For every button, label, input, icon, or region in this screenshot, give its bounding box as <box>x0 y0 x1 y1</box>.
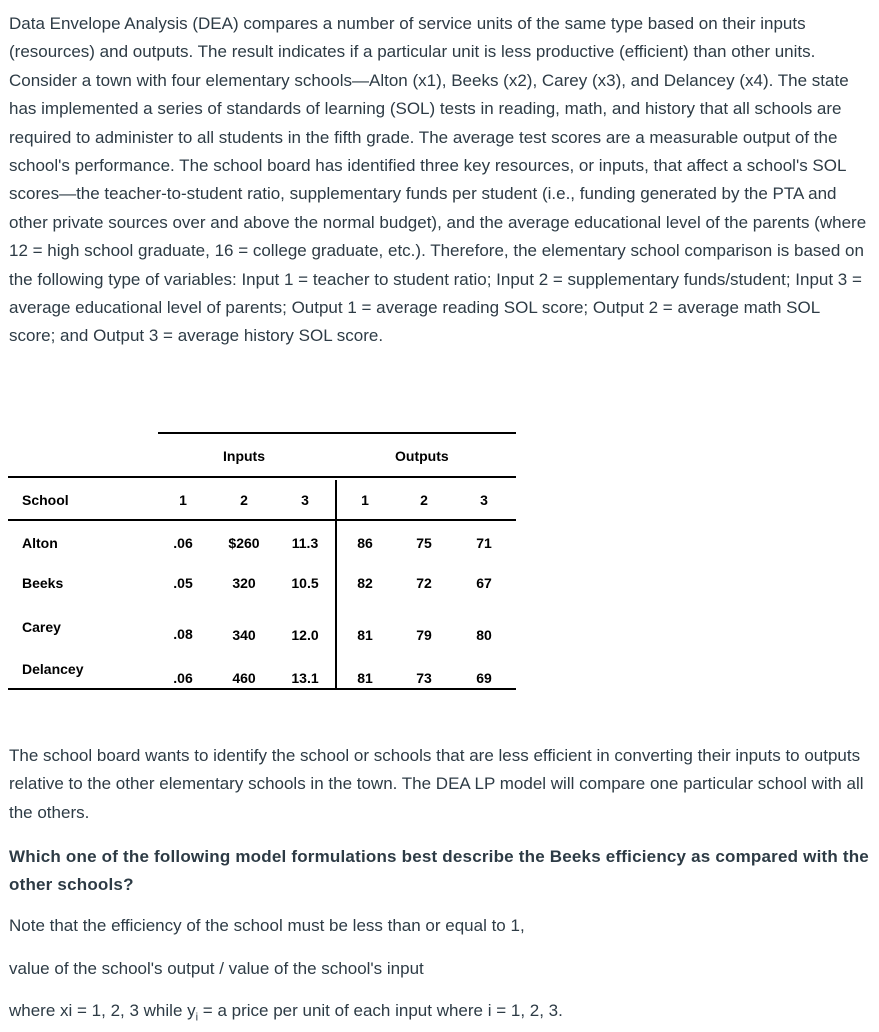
table-row-label: Carey <box>22 619 61 635</box>
where-suffix: = a price per unit of each input where i = 1, 2, 3. <box>198 1001 563 1020</box>
table-cell: .06 <box>173 535 193 551</box>
table-cell: $260 <box>228 535 260 551</box>
column-number: 1 <box>179 492 187 508</box>
table-bottom-rule <box>8 688 516 690</box>
intro-paragraph: Data Envelope Analysis (DEA) compares a number of service units of the same type based on their inputs (resources) and outputs. The result indicates if a particular unit is less productive (efficient) than other units. Consider a town with four elementary schools—Alton (x1), Beeks (x2), Carey (x3), and Delancey (x4). The state has implemented a series of standards of learning (SOL) tests in reading, math, and history that all schools are required to administer to all students in the fifth grade. The average test scores are a measurable output of the school's performance. The school board has identified three key resources, or inputs, that affect a school's SOL scores—the teacher-to-student ratio, supplementary funds per student (i.e., funding generated by the PTA and other private sources over and above the normal budget), and the average educational level of the parents (where 12 = high school graduate, 16 = college graduate, etc.). Therefore, the elementary school comparison is based on the following type of variables: Input 1 = teacher to student ratio; Input 2 = supplementary funds/student; Input 3 = average educational level of parents; Output 1 = average reading SOL score; Output 2 = average math SOL score; and Output 3 = average history SOL score. <box>9 14 867 346</box>
board-paragraph: The school board wants to identify the school or schools that are less efficient in converting their inputs to outputs relative to the other elementary schools in the town. The DEA LP model will compare one particular school with all the others. <box>9 746 864 822</box>
column-number: 3 <box>301 492 309 508</box>
table-cell: 86 <box>357 535 373 551</box>
note-text: Note that the efficiency of the school must be less than or equal to 1, <box>9 916 525 935</box>
table-cell: 460 <box>232 670 256 686</box>
table-row-label: Alton <box>22 535 58 551</box>
table-row-label: Delancey <box>22 661 84 677</box>
table-cell: 82 <box>357 575 373 591</box>
table-cell: 81 <box>357 627 373 643</box>
table-cell: 11.3 <box>291 535 319 551</box>
school-column-header: School <box>22 492 69 508</box>
outputs-group-header: Outputs <box>395 448 449 464</box>
table-row-label: Beeks <box>22 575 64 591</box>
table-cell: 80 <box>476 627 492 643</box>
column-number: 3 <box>480 492 488 508</box>
inputs-group-header: Inputs <box>223 448 265 464</box>
table-cell: 73 <box>416 670 432 686</box>
table-cell: .05 <box>173 575 193 591</box>
table-cell: 72 <box>416 575 432 591</box>
where-prefix: where xi = 1, 2, 3 while y <box>9 1001 196 1020</box>
table-cell: 13.1 <box>291 670 319 686</box>
column-number: 2 <box>240 492 248 508</box>
table-cell: 320 <box>232 575 256 591</box>
inputs-outputs-divider <box>335 480 337 690</box>
table-cell: 81 <box>357 670 373 686</box>
question-text: Which one of the following model formulations best describe the Beeks efficiency as compared with the other schools? <box>9 847 869 895</box>
table-cell: 71 <box>476 535 492 551</box>
table-cell: 75 <box>416 535 432 551</box>
table-cell: 67 <box>476 575 492 591</box>
table-cell: 10.5 <box>291 575 319 591</box>
where-subscript: i <box>195 1011 199 1024</box>
school-data-table <box>0 430 520 700</box>
table-cell: .06 <box>173 670 193 686</box>
group-header-rule <box>8 476 516 478</box>
column-number: 2 <box>420 492 428 508</box>
table-cell: 12.0 <box>291 627 319 643</box>
where-text <box>9 997 869 1032</box>
table-cell: 79 <box>416 627 432 643</box>
table-cell: 69 <box>476 670 492 686</box>
ratio-text: value of the school's output / value of the school's input <box>9 959 424 978</box>
table-cell: .08 <box>173 626 193 642</box>
column-number: 1 <box>361 492 369 508</box>
table-top-rule <box>158 432 516 434</box>
column-header-rule <box>8 519 516 521</box>
table-cell: 340 <box>232 627 256 643</box>
